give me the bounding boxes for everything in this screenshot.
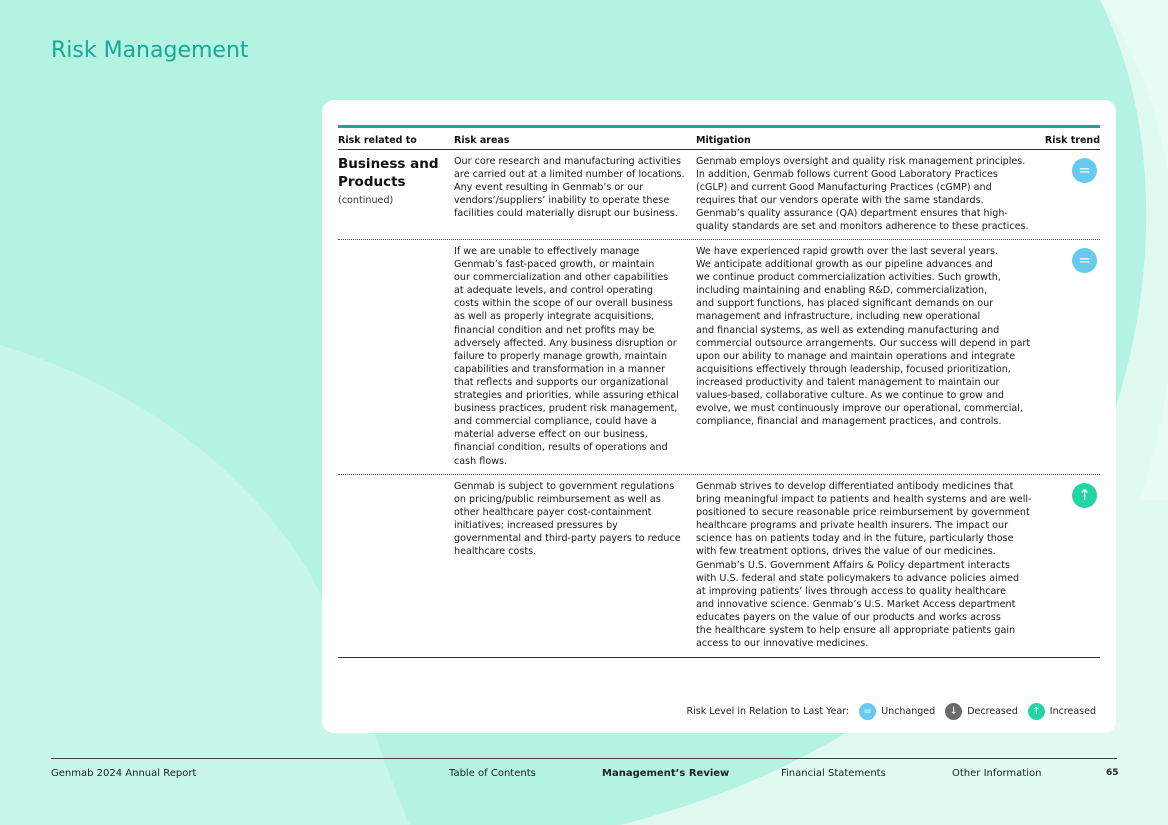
text-line: Genmab is subject to government regulations	[454, 481, 675, 492]
increased-arrow-icon: ↑	[1072, 483, 1097, 508]
text-line: Genmab’s quality assurance (QA) department ensures that high-	[696, 208, 1008, 220]
text-line: initiatives; increased pressures by	[454, 520, 618, 532]
page-title: Risk Management	[51, 38, 249, 63]
text-line: on pricing/public reimbursement as well as	[454, 494, 661, 506]
text-line: at improving patients’ lives through access to quality healthcare	[696, 585, 1006, 597]
text-line: healthcare costs.	[454, 546, 537, 558]
risk-category	[338, 150, 454, 239]
text-line: failure to properly manage growth, maintain	[454, 350, 668, 362]
risk-area-text	[454, 240, 696, 474]
legend-decreased-label: Decreased	[967, 706, 1018, 717]
text-line: financial condition, results of operations and	[454, 442, 668, 454]
risk-trend-cell	[1042, 475, 1100, 657]
risk-table-card	[322, 100, 1116, 733]
text-line: facilities could materially disrupt our business.	[454, 208, 678, 220]
text-line: and commercial compliance, could have a	[454, 416, 657, 428]
text-line: and financial systems, as well as extending manufacturing and	[696, 324, 1000, 336]
footer-link-management-review[interactable]: Management’s Review	[602, 768, 730, 779]
text-line: are carried out at a limited number of locations.	[454, 169, 685, 181]
mitigation-text	[696, 475, 1042, 657]
text-line: acquisitions effectively through leadership, focused prioritization,	[696, 363, 1011, 375]
header-risk-trend: Risk trend	[1044, 135, 1100, 146]
risk-trend-cell	[1042, 240, 1100, 474]
increased-arrow-icon: ↑	[1028, 703, 1045, 720]
text-line: access to our innovative medicines.	[696, 638, 869, 650]
text-line: quality standards are set and monitors adherence to these practices.	[696, 221, 1029, 233]
text-line: including maintaining and enabling R&D, commercialization,	[696, 285, 988, 297]
text-line: Genmab strives to develop differentiated antibody medicines that	[696, 481, 1014, 492]
text-line: cash flows.	[454, 455, 508, 467]
text-line: other healthcare payer cost-containment	[454, 507, 652, 519]
text-line: financial condition and net profits may be	[454, 324, 655, 336]
risk-area-text	[454, 150, 696, 239]
text-line: increased productivity and talent management to maintain our	[696, 376, 1000, 388]
table-row	[338, 240, 1100, 475]
table-row	[338, 475, 1100, 658]
text-line: Any event resulting in Genmab’s or our	[454, 182, 644, 194]
text-line: our commercialization and other capabilities	[454, 272, 669, 284]
text-line: positioned to secure reasonable price reimbursement by government	[696, 507, 1030, 519]
footer-report-name: Genmab 2024 Annual Report	[51, 768, 197, 779]
mitigation-text	[696, 150, 1042, 239]
text-line: with few treatment options, drives the value of our medicines.	[696, 546, 996, 558]
text-line: In addition, Genmab follows current Good Laboratory Practices	[696, 169, 998, 181]
text-line: If we are unable to effectively manage	[454, 246, 640, 257]
unchanged-icon: =	[1072, 158, 1097, 183]
text-line: the healthcare system to help ensure all appropriate patients gain	[696, 625, 1016, 637]
text-line: management and infrastructure, including new operational	[696, 311, 981, 323]
category-title-line: Products	[338, 174, 406, 190]
text-line: values-based, collaborative culture. As we continue to grow and	[696, 390, 1005, 402]
text-line: Our core research and manufacturing activities	[454, 156, 681, 167]
unchanged-icon: =	[1072, 248, 1097, 273]
category-subtitle: (continued)	[338, 195, 394, 206]
text-line: upon our ability to manage and maintain operations and integrate	[696, 350, 1016, 362]
text-line: healthcare programs and private health insurers. The impact our	[696, 520, 1009, 532]
text-line: (cGLP) and current Good Manufacturing Practices (cGMP) and	[696, 182, 992, 194]
table-header	[338, 128, 1100, 150]
page-number: 65	[1106, 768, 1119, 778]
text-line: compliance, financial and management practices, and controls.	[696, 416, 1002, 428]
legend-unchanged-label: Unchanged	[881, 706, 936, 717]
text-line: commercial outsource arrangements. Our success will depend in part	[696, 337, 1031, 349]
text-line: adversely affected. Any business disruption or	[454, 337, 677, 349]
text-line: requires that our vendors operate with the same standards.	[696, 195, 984, 207]
text-line: Genmab employs oversight and quality risk management principles.	[696, 156, 1026, 167]
risk-category-empty	[338, 240, 454, 474]
header-risk-related: Risk related to	[338, 135, 417, 146]
text-line: We have experienced rapid growth over the last several years.	[696, 246, 998, 257]
legend-caption: Risk Level in Relation to Last Year:	[686, 706, 850, 717]
footer-link-financial-statements[interactable]: Financial Statements	[781, 768, 886, 779]
risk-table	[338, 125, 1100, 658]
text-line: that reflects and supports our organizational	[454, 376, 669, 388]
page-footer	[0, 768, 1168, 782]
decreased-arrow-icon: ↓	[945, 703, 962, 720]
text-line: educates payers on the value of our products and works across	[696, 611, 1001, 623]
risk-trend-cell	[1042, 150, 1100, 239]
text-line: Genmab’s fast-paced growth, or maintain	[454, 259, 655, 271]
mitigation-text	[696, 240, 1042, 474]
text-line: as well as properly integrate acquisitions,	[454, 311, 655, 323]
text-line: science has on patients today and in the future, particularly those	[696, 533, 1014, 545]
text-line: and innovative science. Genmab’s U.S. Market Access department	[696, 598, 1016, 610]
text-line: Genmab’s U.S. Government Affairs & Policy department interacts	[696, 559, 1010, 571]
unchanged-icon: =	[859, 703, 876, 720]
text-line: strategies and priorities, while assuring ethical	[454, 390, 679, 402]
footer-divider	[51, 758, 1117, 759]
text-line: governmental and third-party payers to reduce	[454, 533, 681, 545]
text-line: business practices, prudent risk management,	[454, 403, 678, 415]
header-risk-areas: Risk areas	[454, 135, 510, 146]
header-mitigation: Mitigation	[696, 135, 751, 146]
risk-category-empty	[338, 475, 454, 657]
text-line: evolve, we must continuously improve our operational, commercial,	[696, 403, 1023, 415]
table-row	[338, 150, 1100, 240]
category-title-line: Business and	[338, 156, 439, 172]
text-line: at adequate levels, and control operating	[454, 285, 653, 297]
text-line: with U.S. federal and state policymakers to advance policies aimed	[696, 572, 1020, 584]
text-line: we continue product commercialization activities. Such growth,	[696, 272, 1001, 284]
text-line: costs within the scope of our overall business	[454, 298, 673, 310]
text-line: bring meaningful impact to patients and health systems and are well-	[696, 494, 1032, 506]
risk-legend	[687, 703, 1096, 720]
text-line: vendors’/suppliers’ inability to operate these	[454, 195, 670, 207]
footer-link-other-information[interactable]: Other Information	[952, 768, 1042, 779]
text-line: and support functions, has placed significant demands on our	[696, 298, 994, 310]
text-line: material adverse effect on our business,	[454, 429, 648, 441]
text-line: We anticipate additional growth as our pipeline advances and	[696, 259, 993, 271]
risk-area-text	[454, 475, 696, 657]
footer-link-table-of-contents[interactable]: Table of Contents	[449, 768, 536, 779]
text-line: capabilities and transformation in a manner	[454, 363, 665, 375]
legend-increased-label: Increased	[1049, 706, 1096, 717]
